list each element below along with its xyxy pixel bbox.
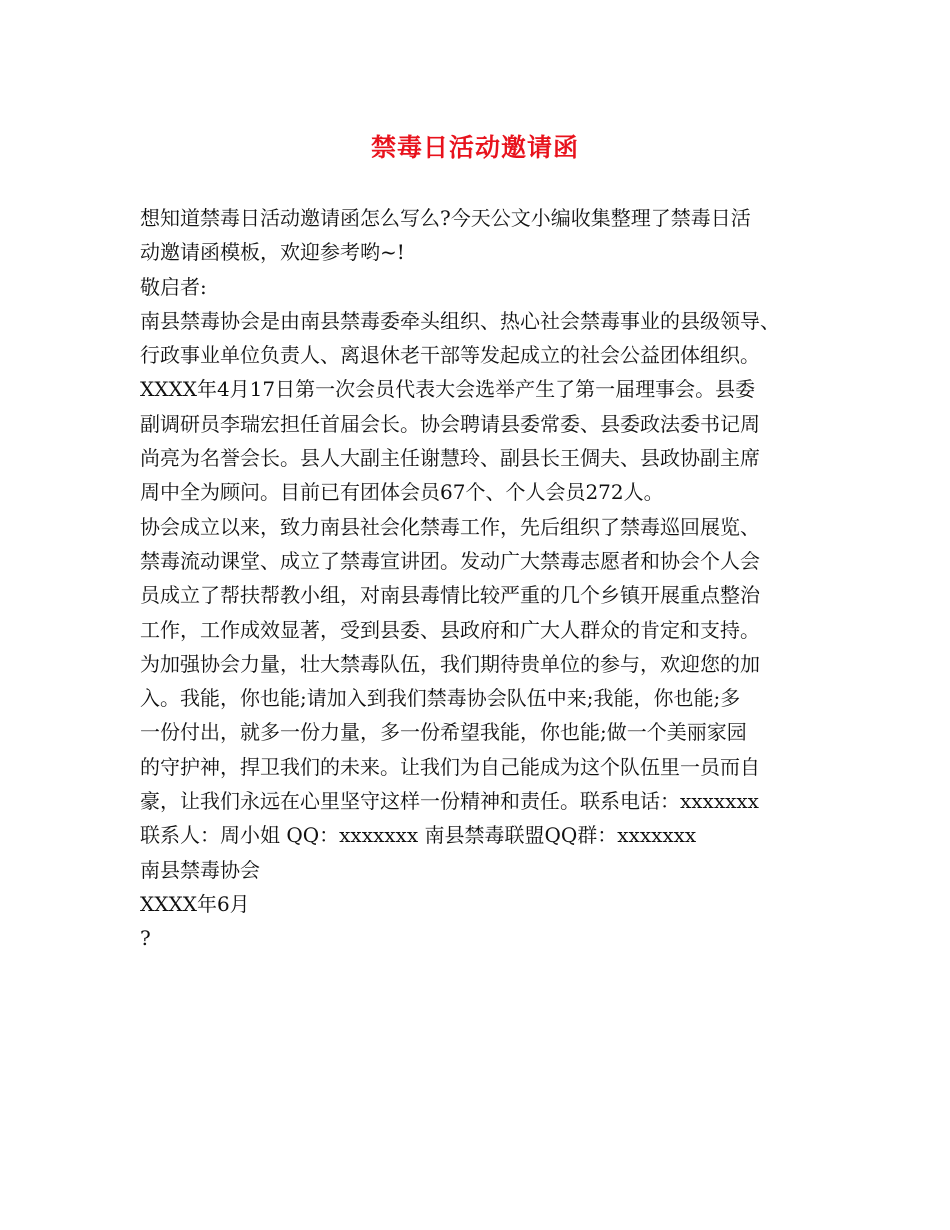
body-line: 南县禁毒协会是由南县禁毒委牵头组织、热心社会禁毒事业的县级领导、	[140, 308, 780, 333]
body-line: 想知道禁毒日活动邀请函怎么写么?今天公文小编收集整理了禁毒日活	[140, 206, 751, 230]
body-line: XXXX年4月17日第一次会员代表大会选举产生了第一届理事会。县委	[140, 377, 756, 402]
signature-org: 南县禁毒协会	[140, 857, 260, 882]
body-line: 工作，工作成效显著，受到县委、县政府和广大人群众的肯定和支持。	[140, 617, 760, 642]
body-line: 禁毒流动课堂、成立了禁毒宣讲团。发动广大禁毒志愿者和协会个人会	[140, 548, 760, 573]
body-line: 周中全为顾问。目前已有团体会员67个、个人会员272人。	[140, 480, 664, 505]
salutation: 敬启者:	[140, 274, 207, 299]
body-line: 副调研员李瑞宏担任首届会长。协会聘请县委常委、县委政法委书记周	[140, 411, 760, 436]
body-line: 入。我能，你也能;请加入到我们禁毒协会队伍中来;我能，你也能;多	[140, 686, 741, 711]
body-line: 员成立了帮扶帮教小组，对南县毒情比较严重的几个乡镇开展重点整治	[140, 583, 760, 608]
body-line: 的守护神，捍卫我们的未来。让我们为自己能成为这个队伍里一员而自	[140, 754, 760, 779]
body-line: 行政事业单位负责人、离退休老干部等发起成立的社会公益团体组织。	[140, 343, 760, 368]
document-body	[140, 201, 830, 956]
body-line: 尚亮为名誉会长。县人大副主任谢慧玲、副县长王倜夫、县政协副主席	[140, 446, 760, 471]
body-line: 豪，让我们永远在心里坚守这样一份精神和责任。联系电话：xxxxxxx	[140, 789, 759, 814]
trailing-mark: ?	[140, 926, 151, 951]
document-title: 禁毒日活动邀请函	[370, 133, 579, 162]
signature-date: XXXX年6月	[140, 891, 250, 916]
contact-line: 联系人：周小姐 QQ：xxxxxxx 南县禁毒联盟QQ群：xxxxxxx	[140, 823, 697, 848]
body-line: 一份付出，就多一份力量，多一份希望我能，你也能;做一个美丽家园	[140, 720, 747, 745]
body-line: 为加强协会力量，壮大禁毒队伍，我们期待贵单位的参与，欢迎您的加	[140, 651, 760, 676]
body-line: 动邀请函模板，欢迎参考哟~!	[140, 240, 405, 265]
body-line: 协会成立以来，致力南县社会化禁毒工作，先后组织了禁毒巡回展览、	[140, 514, 760, 539]
